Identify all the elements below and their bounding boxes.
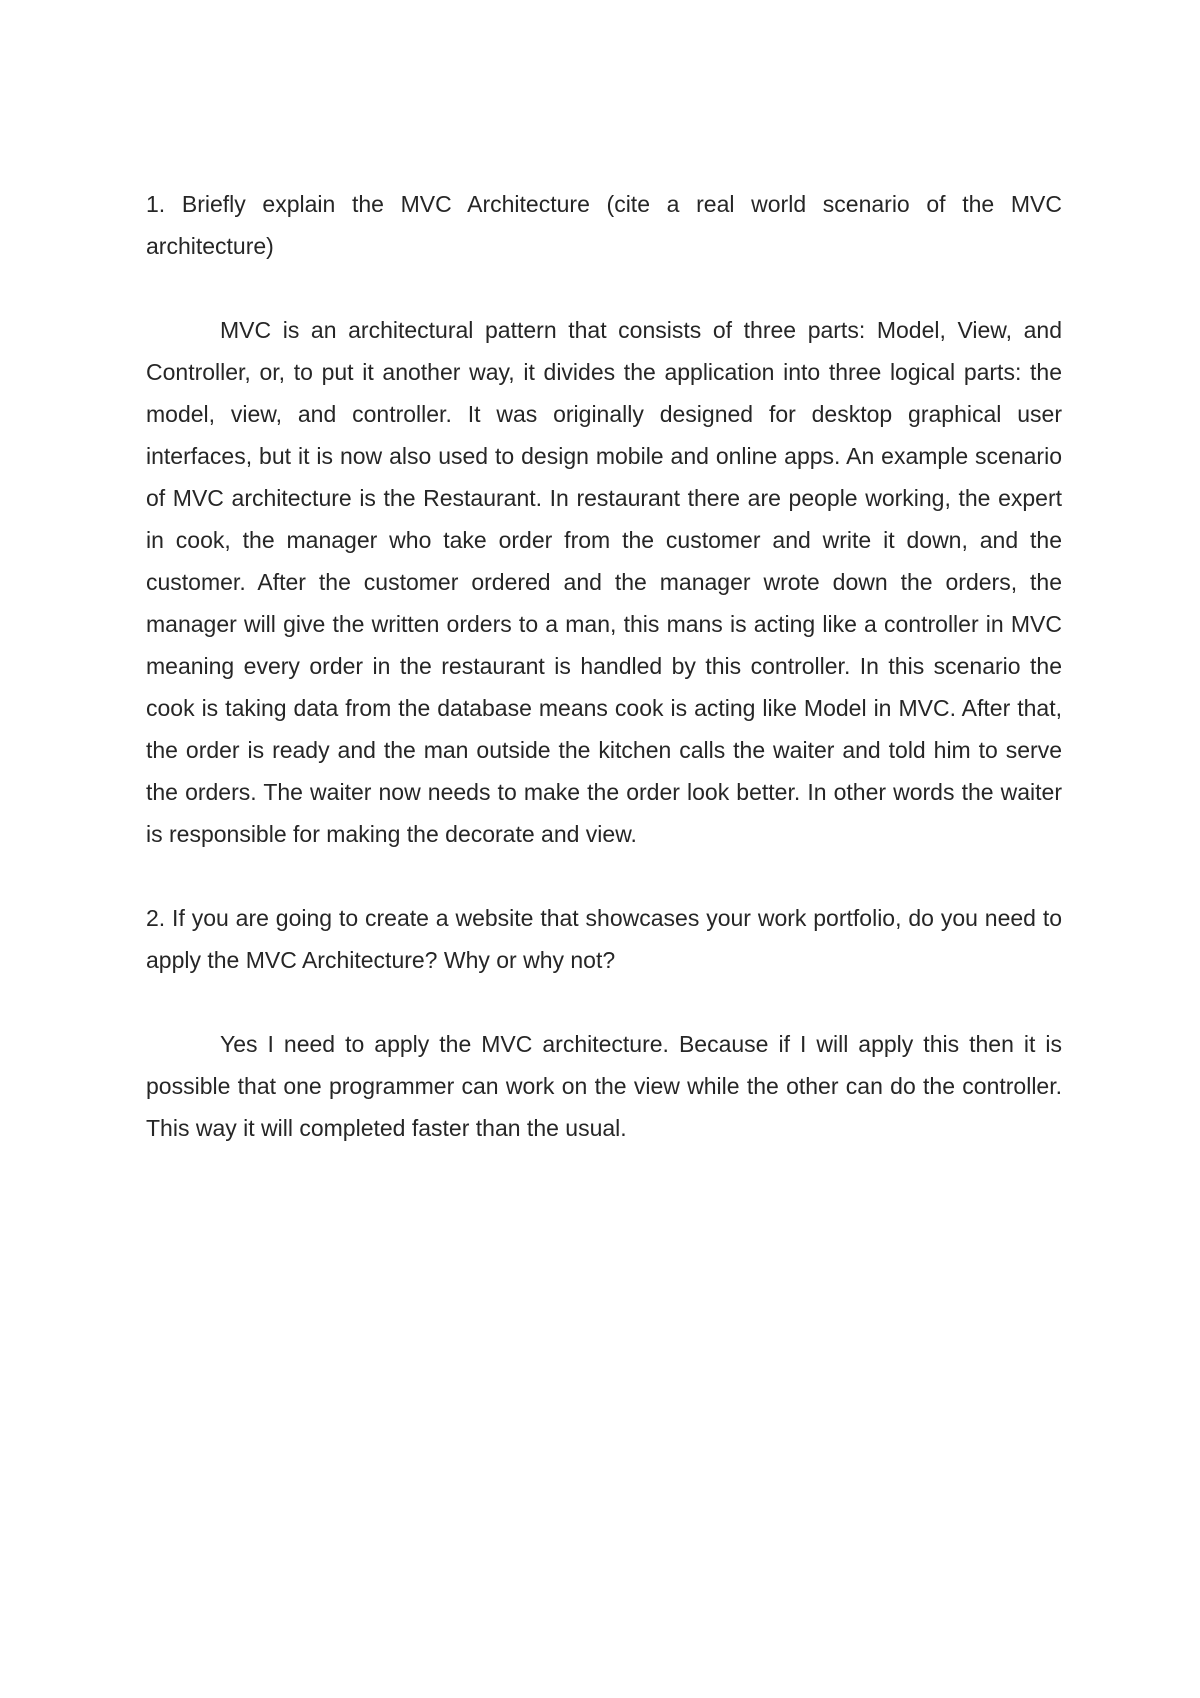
answer-2: Yes I need to apply the MVC architecture. Because if I will apply this then it is possible that one programmer can work on the view while the other can do the controller. This way it will completed faster than the usual.	[146, 1031, 1062, 1141]
question-2: 2. If you are going to create a website that showcases your work portfolio, do you need to apply the MVC Architecture? Why or why not?	[146, 905, 1062, 973]
question-1: 1. Briefly explain the MVC Architecture (cite a real world scenario of the MVC architecture)	[146, 191, 1062, 259]
document-body	[146, 183, 1062, 1149]
answer-1: MVC is an architectural pattern that consists of three parts: Model, View, and Controller, or, to put it another way, it divides the application into three logical parts: the model, view, and controller. It was originally designed for desktop graphical user interfaces, but it is now also used to design mobile and online apps. An example scenario of MVC architecture is the Restaurant. In restaurant there are people working, the expert in cook, the manager who take order from the customer and write it down, and the customer. After the customer ordered and the manager wrote down the orders, the manager will give the written orders to a man, this mans is acting like a controller in MVC meaning every order in the restaurant is handled by this controller. In this scenario the cook is taking data from the database means cook is acting like Model in MVC. After that, the order is ready and the man outside the kitchen calls the waiter and told him to serve the orders. The waiter now needs to make the order look better. In other words the waiter is responsible for making the decorate and view.	[146, 317, 1062, 847]
